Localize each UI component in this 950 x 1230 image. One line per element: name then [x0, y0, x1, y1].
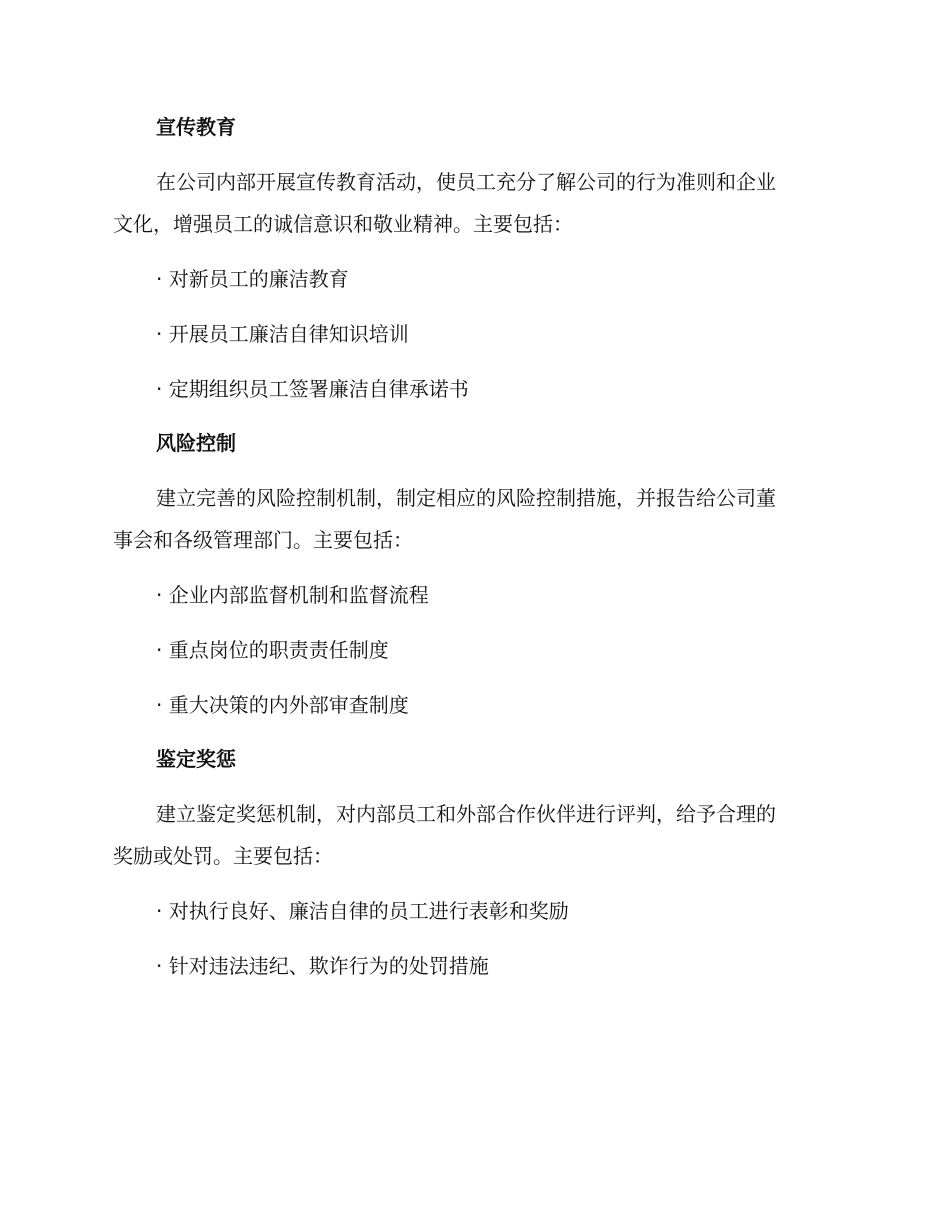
list-item: · 对执行良好、廉洁自律的员工进行表彰和奖励	[156, 899, 569, 923]
paragraph-line: 在公司内部开展宣传教育活动，使员工充分了解公司的行为准则和企业	[156, 170, 776, 194]
list-item: · 针对违法违纪、欺诈行为的处罚措施	[156, 954, 489, 978]
list-item: · 重点岗位的职责责任制度	[156, 638, 389, 662]
paragraph-line: 文化，增强员工的诚信意识和敬业精神。主要包括：	[113, 212, 573, 236]
section-heading: 鉴定奖惩	[156, 747, 236, 771]
paragraph-line: 建立鉴定奖惩机制，对内部员工和外部合作伙伴进行评判，给予合理的	[156, 802, 776, 826]
paragraph-line: 建立完善的风险控制机制，制定相应的风险控制措施，并报告给公司董	[156, 486, 776, 510]
paragraph-line: 奖励或处罚。主要包括：	[113, 844, 333, 868]
section-heading: 宣传教育	[156, 115, 236, 139]
section-heading: 风险控制	[156, 431, 236, 455]
paragraph-line: 事会和各级管理部门。主要包括：	[113, 528, 413, 552]
list-item: · 开展员工廉洁自律知识培训	[156, 322, 409, 346]
list-item: · 对新员工的廉洁教育	[156, 267, 349, 291]
list-item: · 重大决策的内外部审查制度	[156, 693, 409, 717]
list-item: · 企业内部监督机制和监督流程	[156, 583, 429, 607]
list-item: · 定期组织员工签署廉洁自律承诺书	[156, 377, 469, 401]
